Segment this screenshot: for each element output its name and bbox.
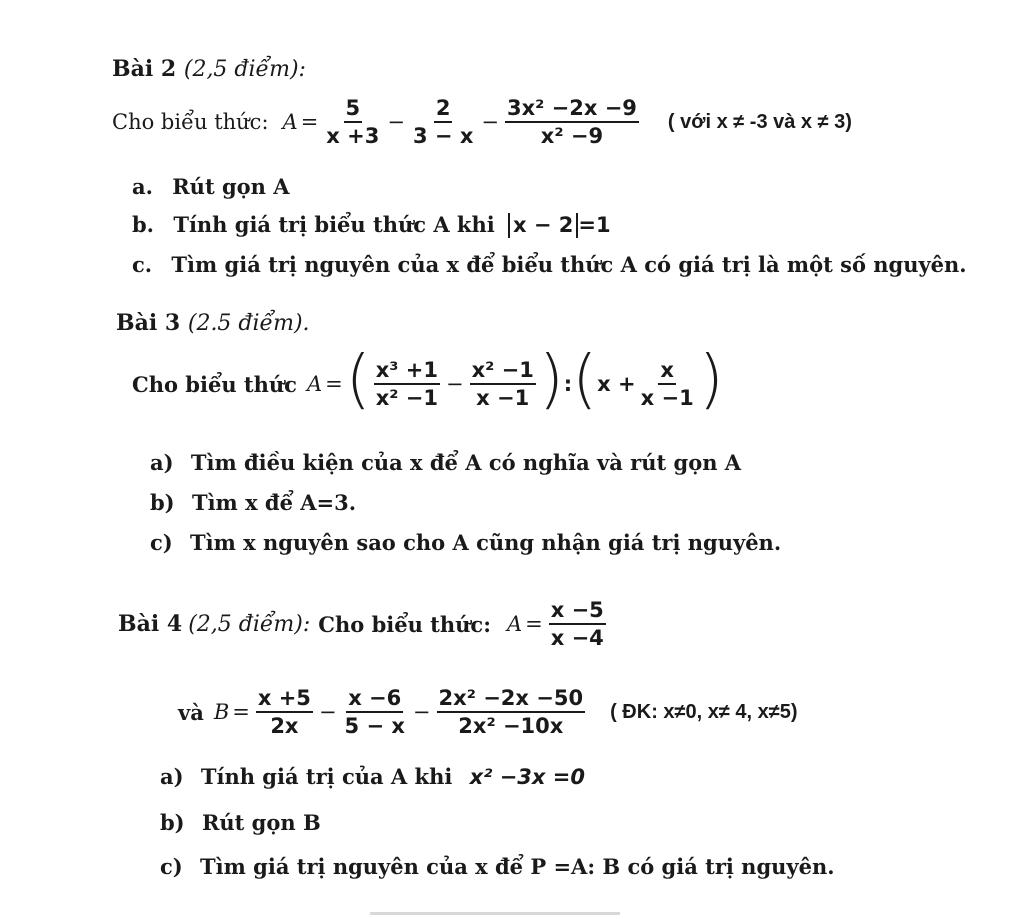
equals-sign: = <box>300 110 319 135</box>
minus-sign: − <box>445 372 464 396</box>
item-text: Tìm x để A=3. <box>191 490 357 515</box>
fraction-numerator: 2x² −2x −50 <box>437 686 586 713</box>
bai3-item-a <box>150 450 741 475</box>
bai4-and: và <box>178 699 204 725</box>
item-label: a) <box>150 450 174 475</box>
item-text: Tìm điều kiện của x để A có nghĩa và rút gọn A <box>190 450 742 475</box>
item-label: b) <box>160 810 185 835</box>
bai2-fraction-1 <box>324 96 381 148</box>
item-math: x² −3x =0 <box>469 765 585 789</box>
fraction-numerator: x² −1 <box>470 358 536 385</box>
fraction-denominator: 2x² −10x <box>458 714 564 739</box>
bai4-b-row <box>178 686 798 738</box>
bai3-points: (2.5 điểm). <box>187 311 310 336</box>
bai3-expression-row <box>132 343 724 417</box>
equals-sign: = <box>232 700 250 725</box>
equals-sign: = <box>325 372 343 396</box>
item-label: b. <box>132 212 154 237</box>
fraction-denominator: x +3 <box>326 124 380 149</box>
bai3-item-c <box>150 530 781 555</box>
item-label: a. <box>132 174 153 199</box>
fraction-denominator: 3 − x <box>412 124 474 149</box>
bai4-intro: Cho biểu thức: <box>318 611 491 637</box>
bai2-title: Bài 2 <box>112 56 177 82</box>
fraction-numerator: 2 <box>434 96 453 123</box>
equals-sign: = <box>525 612 543 637</box>
item-label: a) <box>160 764 184 789</box>
bai3-fraction-3 <box>639 358 696 410</box>
fraction-numerator: x +5 <box>256 686 313 713</box>
item-text: Rút gọn A <box>172 174 290 199</box>
fraction-denominator: x −1 <box>476 386 530 410</box>
item-text: Tìm x nguyên sao cho A cũng nhận giá trị nguyên. <box>190 530 782 555</box>
bai2-condition: ( với x ≠ -3 và x ≠ 3) <box>667 110 852 133</box>
fraction-denominator: x² −9 <box>540 124 604 149</box>
fraction-numerator: x <box>658 358 676 385</box>
bai4-b-fraction-2 <box>343 686 407 738</box>
bai3-fraction-2 <box>470 358 536 410</box>
item-label: b) <box>150 490 175 515</box>
fraction-denominator: 2x <box>270 714 299 739</box>
minus-sign: − <box>481 110 499 135</box>
left-paren: ( <box>345 343 371 417</box>
item-label: c) <box>160 854 183 879</box>
bai3-title: Bài 3 <box>116 310 181 336</box>
fraction-denominator: x² −1 <box>375 386 438 410</box>
absolute-value-expression: x − 2 <box>508 213 578 238</box>
bai2-heading <box>112 56 306 82</box>
bai2-fraction-2 <box>411 96 475 148</box>
fraction-numerator: 3x² −2x −9 <box>505 96 639 123</box>
bai3-lhs: A <box>306 372 323 396</box>
bai2-intro: Cho biểu thức: <box>112 110 269 135</box>
bai3-item-b <box>150 490 356 515</box>
minus-sign: − <box>412 700 431 725</box>
fraction-denominator: x −4 <box>550 626 604 651</box>
item-text: Tính giá trị của A khi <box>200 764 453 789</box>
bai4-item-c <box>160 854 835 879</box>
bai4-a-lhs: A <box>506 612 523 637</box>
bai3-paren2-lead: x + <box>597 372 636 396</box>
bai2-item-b <box>132 212 611 238</box>
fraction-denominator: x −1 <box>640 386 694 410</box>
right-paren: ) <box>538 343 564 417</box>
item-text: Tìm giá trị nguyên của x để P =A: B có giá trị nguyên. <box>200 854 835 879</box>
bai2-item-a <box>132 174 290 199</box>
bai4-points: (2,5 điểm): <box>188 611 311 637</box>
fraction-numerator: x −6 <box>346 686 403 713</box>
bai4-b-fraction-3 <box>437 686 586 738</box>
fraction-numerator: x −5 <box>549 598 606 625</box>
bai2-item-c <box>132 252 967 277</box>
bai3-heading <box>116 310 310 336</box>
bai4-a-fraction <box>549 598 606 650</box>
bai2-fraction-3 <box>505 96 639 148</box>
bai4-heading-row <box>118 598 609 650</box>
bai2-lhs: A <box>282 110 298 135</box>
minus-sign: − <box>318 700 337 725</box>
bai4-title: Bài 4 <box>118 611 183 638</box>
minus-sign: − <box>387 110 405 135</box>
bai4-condition: ( ĐK: x≠0, x≠ 4, x≠5) <box>610 700 798 723</box>
right-paren: ) <box>698 343 724 417</box>
division-colon: : <box>563 372 573 396</box>
bai3-intro: Cho biểu thức <box>132 371 297 397</box>
item-text: Rút gọn B <box>201 810 321 835</box>
bai2-points: (2,5 điểm): <box>183 57 306 82</box>
fraction-numerator: x³ +1 <box>374 358 440 385</box>
fraction-denominator: 5 − x <box>344 714 405 739</box>
fraction-numerator: 5 <box>344 96 363 123</box>
bai4-item-a <box>160 764 585 789</box>
item-label: c) <box>150 530 173 555</box>
item-label: c. <box>132 252 153 277</box>
math-tail: =1 <box>578 213 611 237</box>
bai3-fraction-1 <box>374 358 440 410</box>
bai4-b-fraction-1 <box>256 686 313 738</box>
bai4-item-b <box>160 810 321 835</box>
page-bottom-shadow <box>370 912 620 915</box>
bai2-expression-row <box>112 96 852 148</box>
item-text: Tính giá trị biểu thức A khi <box>173 212 495 237</box>
item-text: Tìm giá trị nguyên của x để biểu thức A có giá trị là một số nguyên. <box>171 252 967 277</box>
bai4-b-lhs: B <box>213 700 230 725</box>
left-paren: ( <box>572 343 598 417</box>
